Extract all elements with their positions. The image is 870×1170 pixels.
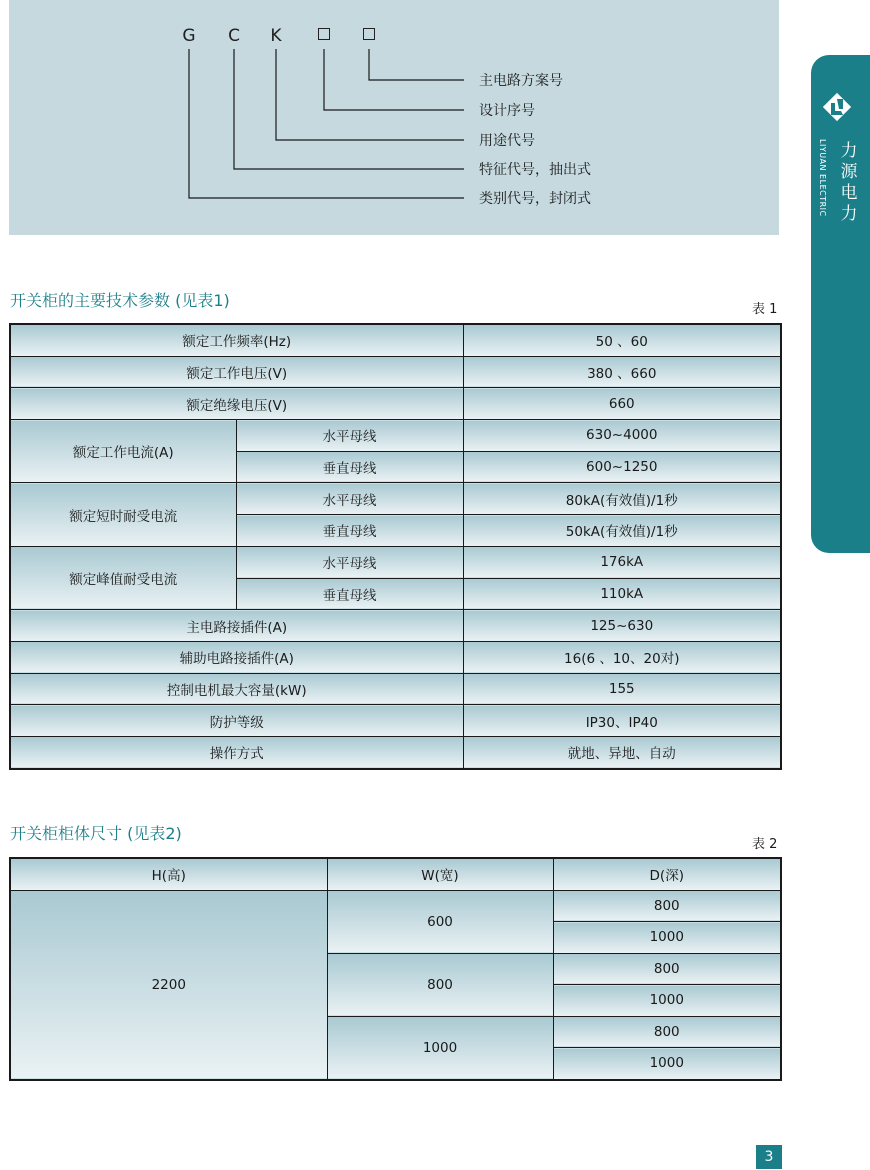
param-name: 额定峰值耐受电流 xyxy=(10,546,236,609)
depth-value: 800 xyxy=(553,953,781,985)
table-row xyxy=(10,546,781,578)
depth-value: 800 xyxy=(553,890,781,922)
cabinet-dimensions-table xyxy=(9,857,782,1081)
table-row xyxy=(10,324,781,356)
depth-value: 1000 xyxy=(553,1048,781,1080)
width-value: 800 xyxy=(327,953,553,1016)
param-value: 125~630 xyxy=(463,610,781,642)
brand-chinese-name xyxy=(838,141,860,225)
table-row xyxy=(10,736,781,768)
depth-value: 800 xyxy=(553,1016,781,1048)
param-value: 630~4000 xyxy=(463,420,781,452)
brand-char: 力 xyxy=(840,141,858,161)
width-value: 1000 xyxy=(327,1016,553,1080)
code-placeholder-box xyxy=(363,28,375,40)
param-name: 额定短时耐受电流 xyxy=(10,483,236,546)
code-letter-k: K xyxy=(270,26,282,46)
technical-parameters-table xyxy=(9,323,782,770)
brand-side-tab xyxy=(811,55,870,553)
param-name: 控制电机最大容量(kW) xyxy=(10,673,463,705)
brand-char: 源 xyxy=(840,162,858,182)
table-row xyxy=(10,705,781,737)
param-sub-name: 垂直母线 xyxy=(236,515,463,547)
column-header: H(高) xyxy=(10,858,327,890)
param-value: 155 xyxy=(463,673,781,705)
param-sub-name: 水平母线 xyxy=(236,546,463,578)
model-leader-lines xyxy=(9,0,779,235)
param-value: 50 、60 xyxy=(463,324,781,356)
legend-item: 用途代号 xyxy=(479,133,535,149)
brand-logo-icon xyxy=(821,91,853,123)
param-value: 80kA(有效值)/1秒 xyxy=(463,483,781,515)
column-header: W(宽) xyxy=(327,858,553,890)
param-name: 额定工作电流(A) xyxy=(10,420,236,483)
depth-value: 1000 xyxy=(553,922,781,954)
table-header-row xyxy=(10,858,781,890)
table-row xyxy=(10,388,781,420)
table-row xyxy=(10,483,781,515)
section-title-cabinet-dimensions: 开关柜柜体尺寸 (见表2) xyxy=(10,824,182,843)
legend-item: 类别代号，封闭式 xyxy=(479,191,591,207)
param-name: 操作方式 xyxy=(10,736,463,768)
page-number: 3 xyxy=(756,1145,782,1169)
param-name: 防护等级 xyxy=(10,705,463,737)
param-name: 额定工作电压(V) xyxy=(10,356,463,388)
param-value: 176kA xyxy=(463,546,781,578)
legend-item: 主电路方案号 xyxy=(479,73,563,89)
depth-value: 1000 xyxy=(553,985,781,1017)
param-value: 380 、660 xyxy=(463,356,781,388)
table-row xyxy=(10,610,781,642)
legend-item: 设计序号 xyxy=(479,103,535,119)
legend-item: 特征代号，抽出式 xyxy=(479,162,591,178)
param-name: 额定工作频率(Hz) xyxy=(10,324,463,356)
param-sub-name: 水平母线 xyxy=(236,483,463,515)
param-value: 660 xyxy=(463,388,781,420)
param-sub-name: 垂直母线 xyxy=(236,578,463,610)
param-name: 主电路接插件(A) xyxy=(10,610,463,642)
width-value: 600 xyxy=(327,890,553,953)
table-row xyxy=(10,420,781,452)
param-value: 600~1250 xyxy=(463,451,781,483)
height-value: 2200 xyxy=(10,890,327,1080)
param-value: 50kA(有效值)/1秒 xyxy=(463,515,781,547)
brand-english-name: LIYUAN ELECTRIC xyxy=(818,139,827,217)
param-value: 110kA xyxy=(463,578,781,610)
param-value: IP30、IP40 xyxy=(463,705,781,737)
section-title-technical-parameters: 开关柜的主要技术参数 (见表1) xyxy=(10,291,230,310)
table-row xyxy=(10,673,781,705)
param-sub-name: 水平母线 xyxy=(236,420,463,452)
brand-char: 电 xyxy=(840,183,858,203)
table-label: 表 2 xyxy=(752,837,778,852)
param-value: 16(6 、10、20对) xyxy=(463,641,781,673)
brand-char: 力 xyxy=(840,204,858,224)
table-row xyxy=(10,356,781,388)
code-placeholder-box xyxy=(318,28,330,40)
table-row xyxy=(10,641,781,673)
code-letter-c: C xyxy=(228,26,240,46)
param-sub-name: 垂直母线 xyxy=(236,451,463,483)
table-row xyxy=(10,890,781,922)
model-code-diagram xyxy=(9,0,779,235)
code-letter-g: G xyxy=(182,26,196,46)
column-header: D(深) xyxy=(553,858,781,890)
table-label: 表 1 xyxy=(752,302,778,317)
param-name: 辅助电路接插件(A) xyxy=(10,641,463,673)
param-value: 就地、异地、自动 xyxy=(463,736,781,768)
param-name: 额定绝缘电压(V) xyxy=(10,388,463,420)
